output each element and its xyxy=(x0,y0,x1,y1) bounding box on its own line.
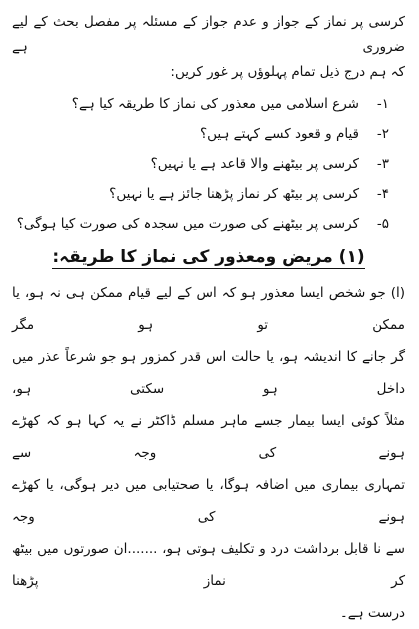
paragraph-line: تمہاری بیماری میں اضافہ ہوگا، یا صحتیابی میں دیر ہوگی، یا کھڑے ہونے کی وجہ xyxy=(12,477,405,525)
question-number: ۲- xyxy=(376,126,389,142)
paragraph-line: گر جانے کا اندیشہ ہو، یا حالت اس قدر کمزور ہو جو شرعاً عذر میں داخل ہو سکتی ہو، xyxy=(12,349,405,397)
question-text: کرسی پر بیٹھنے کی صورت میں سجدہ کی صورت کیا ہوگی؟ xyxy=(16,216,359,232)
paragraph-line: درست ہے۔ xyxy=(339,605,405,621)
paragraph-line: (ا) جو شخص ایسا معذور ہو کہ اس کے لیے قیام ممکن ہی نہ ہو، یا ممکن تو ہو مگر xyxy=(12,285,405,333)
intro-line-2: کہ ہم درج ذیل تمام پہلوؤں پر غور کریں: xyxy=(170,64,405,80)
question-number: ۳- xyxy=(376,156,389,172)
question-number: ۵- xyxy=(376,216,389,232)
question-text: شرع اسلامی میں معذور کی نماز کا طریقہ کیا ہے؟ xyxy=(71,96,359,112)
question-item xyxy=(12,179,389,209)
question-text: کرسی پر بیٹھ کر نماز پڑھنا جائز ہے یا نہیں؟ xyxy=(109,186,359,202)
question-item xyxy=(12,119,389,149)
intro-text xyxy=(12,10,405,85)
intro-line-1: کرسی پر نماز کے جواز و عدم جواز کے مسئلہ پر مفصل بحث کے لیے ضروری ہے xyxy=(12,14,405,55)
question-number: ۴- xyxy=(376,186,389,202)
question-item xyxy=(12,209,389,239)
paragraph-line: سے نا قابل برداشت درد و تکلیف ہوتی ہو، .......ان صورتوں میں بیٹھ کر نماز پڑھنا xyxy=(12,541,405,589)
question-text: قیام و قعود کسے کہتے ہیں؟ xyxy=(199,126,359,142)
section-heading-text: (۱) مریض ومعذور کی نماز کا طریقہ: xyxy=(52,247,365,267)
question-item xyxy=(12,149,389,179)
question-list xyxy=(12,89,405,239)
question-number: ۱- xyxy=(376,96,389,112)
paragraph-line: مثلاً کوئی ایسا بیمار جسے ماہر مسلم ڈاکٹر نے یہ کہا ہو کہ کھڑے ہونے کی وجہ سے xyxy=(12,413,405,461)
question-item xyxy=(12,89,389,119)
question-text: کرسی پر بیٹھنے والا قاعد ہے یا نہیں؟ xyxy=(150,156,359,172)
body-paragraph xyxy=(12,277,405,629)
section-heading xyxy=(12,241,405,273)
